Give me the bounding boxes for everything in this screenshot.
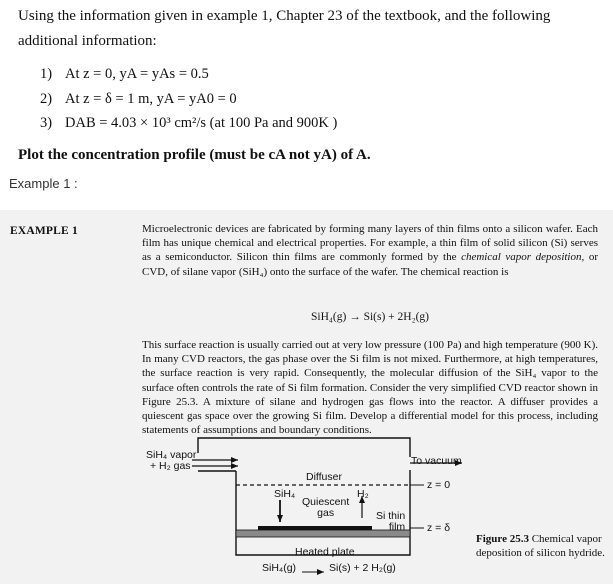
example-title: EXAMPLE 1 — [10, 225, 78, 237]
inlet-line: + H₂ gas — [150, 460, 191, 472]
plate-reaction-left: SiH₄(g) — [262, 562, 297, 574]
diffuser-label: Diffuser — [306, 471, 342, 483]
caption-text: Chemical vapor deposition of silicon hydride. — [476, 533, 605, 559]
example-label: Example 1 : — [9, 176, 78, 191]
sih4-label: SiH₄ — [274, 488, 296, 500]
inlet-line: SiH₄ vapor — [146, 449, 197, 461]
inlet-label — [146, 450, 196, 472]
condition-3 — [40, 111, 337, 136]
condition-number: 1) — [40, 66, 53, 82]
example-paragraph-2: This surface reaction is usually carried out at very low pressure (100 Pa) and high temperature (900 K). In many CVD reactors, the gas phase over the Si film is not mixed. Furthermore, at high temperatures, the surface reaction is very rapid. Consequently, the molecular diffusion of the SiH₄ vapor to the surface often controls the rate of Si film formation. Consider the very simplified CVD reactor shown in Figure 25.3. A mixture of silane and hydrogen gas flows into the reactor. A diffuser provides a quiescent gas space over the growing Si film. Develop a differential model for this process, including statements of assumptions and boundary conditions. — [142, 339, 598, 437]
condition-1 — [40, 62, 337, 87]
condition-text: At z = δ = 1 m, yA = yA0 = 0 — [65, 90, 237, 107]
film-line: Si thin — [376, 510, 406, 522]
reactor-diagram — [0, 210, 613, 584]
condition-text: At z = 0, yA = yAs = 0.5 — [65, 66, 209, 82]
cvd-reactor-figure — [0, 210, 613, 584]
reaction-equation: SiH₄(g) → Si(s) + 2H₂(g) — [311, 311, 429, 323]
problem-intro: Using the information given in example 1, Chapter 23 of the textbook, and the following additional information: — [18, 8, 551, 49]
si-thin-film — [258, 526, 372, 530]
quiescent-line: gas — [317, 507, 335, 519]
condition-text: DAB = 4.03 × 10³ cm²/s (at 100 Pa and 900K ) — [65, 115, 338, 131]
condition-number: 3) — [40, 115, 53, 131]
paragraph-text: , or CVD, of silane vapor (SiH₄) onto the surface of the wafer. The chemical reaction is — [142, 251, 598, 278]
h2-label: H₂ — [357, 488, 369, 500]
heated-plate-label: Heated plate — [295, 546, 355, 558]
conditions-list — [40, 62, 337, 136]
si-film-label — [376, 511, 405, 533]
example-excerpt — [0, 210, 613, 584]
film-line: film — [388, 521, 406, 533]
z0-label: z = 0 — [427, 479, 451, 491]
figure-caption — [476, 532, 608, 560]
paragraph-text: Microelectronic devices are fabricated by forming many layers of thin films onto a silicon wafer. Each film has unique chemical and electrical properties. For example, a thin film of solid silicon (Si) serves as a semiconductor. Silicon thin films are commonly formed by the — [142, 223, 598, 264]
caption-label: Figure 25.3 — [476, 533, 529, 545]
plate-reaction-right: Si(s) + 2 H₂(g) — [329, 562, 396, 574]
emphasis-text: chemical vapor deposition — [461, 251, 582, 264]
quiescent-line: Quiescent — [302, 496, 350, 508]
condition-number: 2) — [40, 90, 53, 107]
zdelta-label: z = δ — [427, 522, 451, 534]
quiescent-gas-label — [302, 497, 349, 519]
outlet-label: To vacuum — [411, 455, 462, 467]
reactor-wall — [198, 438, 410, 457]
condition-2 — [40, 87, 337, 112]
task-statement: Plot the concentration profile (must be cA not yA) of A. — [18, 147, 371, 163]
